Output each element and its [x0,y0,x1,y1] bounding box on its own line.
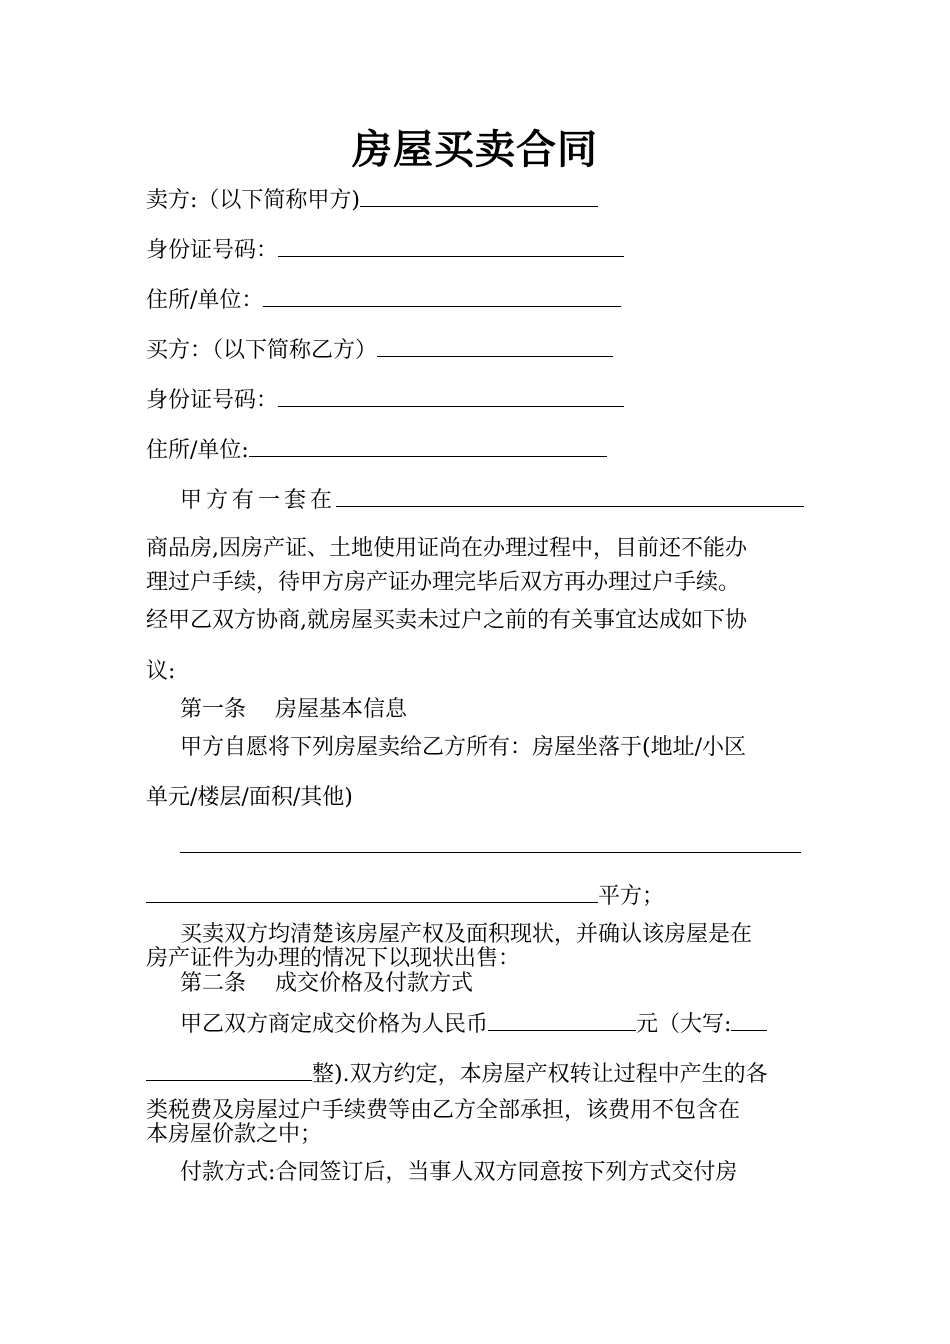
intro-line-2: 理过户手续，待甲方房产证办理完毕后双方再办理过户手续。 [146,570,741,595]
intro-line-4: 议: [146,659,176,684]
article-2-line-2 [146,1058,768,1090]
article-1-para2-line-1: 买卖双方均清楚该房屋产权及面积现状，并确认该房屋是在 [180,922,753,947]
price-uppercase-label: 元（大写: [636,1012,732,1037]
article-1-para2-line-2: 房产证件为办理的情况下以现状出售： [146,946,521,971]
intro-line-3: 经甲乙双方协商,就房屋买卖未过户之前的有关事宜达成如下协 [146,608,747,633]
property-location-blank[interactable] [336,484,804,507]
seller-label: 卖方:（以下简称甲方) [146,188,360,213]
property-location-line [180,484,804,516]
seller-address-label: 住所/单位： [146,288,264,313]
price-label: 甲乙双方商定成交价格为人民币 [180,1012,489,1037]
buyer-name-blank[interactable] [377,334,613,357]
buyer-address-label: 住所/单位: [146,438,249,463]
address-detail-line [180,830,801,862]
article-1-line-1: 甲方自愿将下列房屋卖给乙方所有：房屋坐落于(地址/小区 [180,735,746,760]
article-2-line-2-text: 整).双方约定，本房屋产权转让过程中产生的各 [312,1062,768,1087]
seller-address-blank[interactable] [263,284,621,307]
price-uppercase-blank-start[interactable] [731,1008,767,1031]
seller-address-line [146,284,621,316]
article-2-line-3: 类税费及房屋过户手续费等由乙方全部承担，该费用不包含在 [146,1098,741,1123]
price-amount-blank[interactable] [488,1008,636,1031]
buyer-id-line [146,384,624,416]
intro-line-1: 商品房,因房产证、土地使用证尚在办理过程中，目前还不能办 [146,536,747,561]
buyer-address-line [146,434,607,466]
seller-id-line [146,234,624,266]
seller-id-blank[interactable] [278,234,624,257]
price-uppercase-blank[interactable] [146,1058,312,1081]
area-unit: 平方； [598,884,665,909]
address-detail-blank[interactable] [180,830,801,853]
area-blank[interactable] [146,880,598,903]
buyer-id-label: 身份证号码： [146,388,279,413]
seller-id-label: 身份证号码： [146,238,279,263]
buyer-address-blank[interactable] [249,434,607,457]
buyer-id-blank[interactable] [278,384,624,407]
payment-line-1: 付款方式:合同签订后，当事人双方同意按下列方式交付房 [180,1160,738,1185]
buyer-label: 买方：（以下简称乙方） [146,338,378,363]
article-2-line-4: 本房屋价款之中； [146,1122,323,1147]
buyer-line [146,334,613,366]
seller-name-blank[interactable] [360,184,598,207]
article-1-heading: 第一条 房屋基本信息 [180,697,407,722]
seller-line [146,184,598,216]
article-1-line-2: 单元/楼层/面积/其他) [146,785,353,810]
document-title: 房屋买卖合同 [352,126,598,173]
price-line [180,1008,767,1040]
area-line [146,880,664,912]
intro-lead: 甲方有一套在 [180,488,337,513]
article-2-heading: 第二条 成交价格及付款方式 [180,971,473,996]
